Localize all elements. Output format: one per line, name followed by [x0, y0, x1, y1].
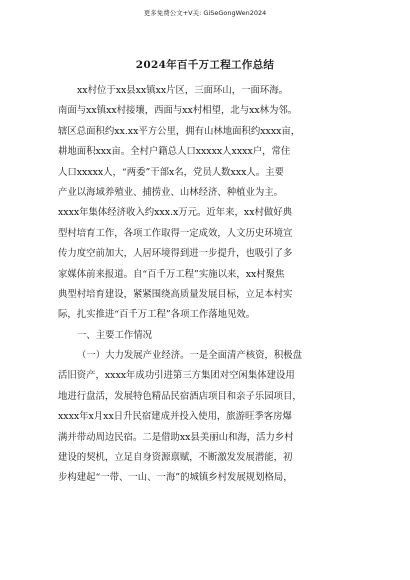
paragraph-line: 家媒体前来报道。自“百千万工程”实施以来，xx村聚焦	[58, 268, 285, 280]
document-title: 2024年百千万工程工作总结	[135, 59, 275, 71]
document-body	[58, 81, 358, 489]
paragraph-line: 辖区总面积约xx.xx平方公里，拥有山林地面积约xxxx亩，	[58, 125, 301, 137]
paragraph-line: （一）大力发展产业经济。一是全面清产核资，积极盘	[77, 350, 303, 362]
paragraph-line: 人口xxxxx人，“两委”干部x名，党员人数xxx人。主要	[58, 166, 284, 178]
paragraph-line: 产业以海域养殖业、捕捞业、山林经济、种植业为主。	[58, 186, 284, 198]
paragraph-line: 典型村培育建设，紧紧围绕高质量发展目标，立足本村实	[58, 288, 293, 300]
paragraph-line: xx村位于xx县xx镇xx片区，三面环山，一面环海。	[77, 85, 289, 96]
paragraph-line: 地进行盘活，发展特色精品民宿酒店项目和亲子乐园项目，	[58, 390, 302, 402]
section-heading: 一、主要工作情况	[77, 329, 153, 341]
paragraph-line: xxxx年x月xx日升民宿建成并投入使用，旅游旺季客房爆	[58, 411, 292, 423]
paragraph-line: xxxx年集体经济收入约xxx.x万元。近年来，xx村做好典	[58, 207, 292, 219]
paragraph-line: 南面与xx镇xx村接壤，西面与xx村相望，北与xx林为邻。	[58, 105, 298, 117]
paragraph-line: 耕地面积xxx亩。全村户籍总人口xxxxx人xxxx户，常住	[58, 146, 291, 158]
paragraph-line: 建设的契机，立足自身资源禀赋，不断激发发展潜能，初	[58, 452, 293, 464]
paragraph-line: 传力度空前加大，人居环境得到进一步提升，也吸引了多	[58, 248, 293, 260]
paragraph-line: 满并带动周边民宿。二是借助xx县美丽山和海，活力乡村	[58, 431, 294, 443]
paragraph-line: 型村培育工作，各项工作取得一定成效，人文历史环境宣	[58, 227, 293, 239]
paragraph-line: 步构建起“一带、一山、一海”的城镇乡村发展规划格局，	[58, 472, 293, 484]
paragraph-line: 际，扎实推进“百千万工程”各项工作落地见效。	[58, 309, 256, 321]
paragraph-line: 活旧资产，xxxx年成功引进第三方集团对空闲集体建设用	[58, 370, 295, 382]
header-note: 更多免费公文+V关: GiSeGongWen2024	[143, 9, 267, 17]
